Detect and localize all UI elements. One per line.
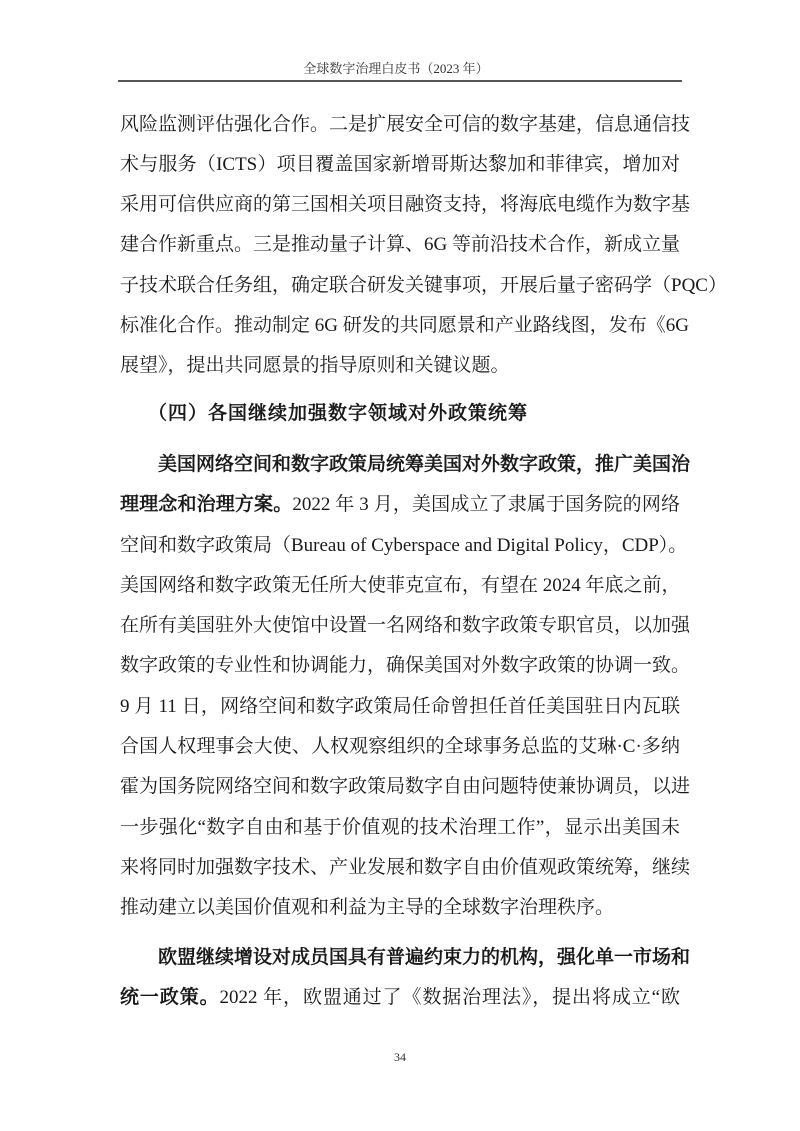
text-line (120, 531, 688, 561)
header-rule (118, 80, 682, 82)
line-text: 建合作新重点。三是推动量子计算、6G 等前沿技术合作，新成立量 (120, 234, 680, 255)
bold-lead-text: 理理念和治理方案。 (120, 494, 293, 515)
text-line (120, 611, 691, 641)
running-header: 全球数字治理白皮书（2023 年） (303, 61, 489, 76)
text-line (158, 450, 691, 480)
bold-lead-text: 欧盟继续增设对成员国具有普遍约束力的机构，强化单一市场和 (158, 947, 691, 968)
line-text: 2022 年，欧盟通过了《数据治理法》，提出将成立“欧 (219, 987, 680, 1008)
text-line (120, 311, 689, 341)
text-line (120, 150, 680, 180)
text-line (120, 110, 691, 140)
line-text: 合国人权理事会大使、人权观察组织的全球事务总监的艾琳·C·多纳 (120, 736, 680, 757)
line-text: 子技术联合任务组，确定联合研发关键事项，开展后量子密码学（PQC） (120, 275, 727, 296)
line-text: 2022 年 3 月，美国成立了隶属于国务院的网络 (292, 494, 680, 515)
line-text: 来将同时加强数字技术、产业发展和数字自由价值观政策统筹，继续 (120, 857, 691, 878)
text-line (120, 772, 691, 802)
line-text: 展望》，提出共同愿景的指导原则和关键议题。 (120, 355, 510, 376)
text-line (120, 190, 691, 220)
text-line (120, 893, 680, 923)
line-text: 9 月 11 日，网络空间和数字政策局任命曾担任首任美国驻日内瓦联 (120, 696, 680, 717)
bold-lead-text: 统一政策。 (120, 987, 220, 1008)
line-text: 在所有美国驻外大使馆中设置一名网络和数字政策专职官员，以加强 (120, 615, 691, 636)
text-line (120, 490, 680, 520)
text-line (120, 230, 680, 260)
line-text: 空间和数字政策局（Bureau of Cyberspace and Digital Policy，CDP）。 (120, 535, 688, 556)
text-line (120, 692, 680, 722)
text-line (120, 813, 680, 843)
section-heading: （四）各国继续加强数字领域对外政策统筹 (148, 403, 529, 424)
line-text: 推动建立以美国价值观和利益为主导的全球数字治理秩序。 (120, 897, 615, 918)
text-line (158, 943, 691, 973)
page-number: 34 (394, 1050, 406, 1064)
line-text: 美国网络和数字政策无任所大使菲克宣布，有望在 2024 年底之前， (120, 575, 681, 596)
line-text: 一步强化“数字自由和基于价值观的技术治理工作”，显示出美国未 (120, 817, 680, 838)
line-text: 术与服务（ICTS）项目覆盖国家新增哥斯达黎加和菲律宾，增加对 (120, 154, 680, 175)
line-text: 采用可信供应商的第三国相关项目融资支持，将海底电缆作为数字基 (120, 194, 691, 215)
line-text: 霍为国务院网络空间和数字政策局数字自由问题特使兼协调员，以进 (120, 776, 691, 797)
text-line (120, 651, 691, 681)
line-text: 标准化合作。推动制定 6G 研发的共同愿景和产业路线图，发布《6G (120, 315, 689, 336)
text-line (120, 571, 680, 601)
text-line (120, 983, 680, 1013)
text-line (120, 271, 727, 301)
text-line (120, 732, 680, 762)
text-line (120, 351, 680, 381)
line-text: 风险监测评估强化合作。二是扩展安全可信的数字基建，信息通信技 (120, 114, 691, 135)
bold-lead-text: 美国网络空间和数字政策局统筹美国对外数字政策，推广美国治 (158, 454, 691, 475)
text-line (120, 853, 691, 883)
line-text: 数字政策的专业性和协调能力，确保美国对外数字政策的协调一致。 (120, 655, 691, 676)
